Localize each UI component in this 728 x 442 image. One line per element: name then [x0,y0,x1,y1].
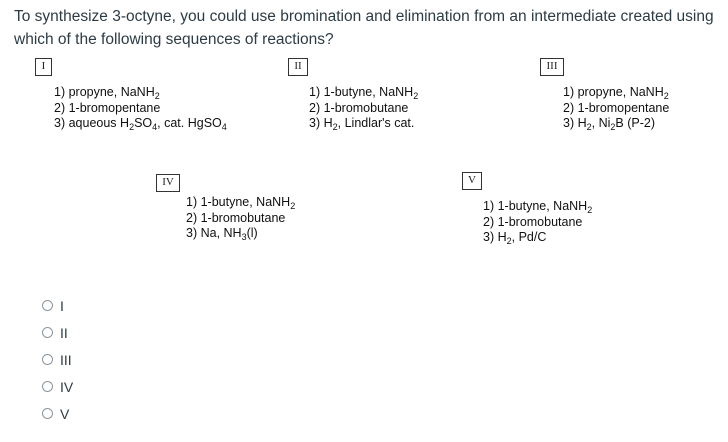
reaction-step: 3) $H_2$, Lindlar's cat. [309,116,415,132]
reaction-step: 1) 1-butyne, NaNH$_2$ [309,85,419,101]
reaction-step: 3) $H_2$, $Ni_2B$ (P-2) [563,116,655,132]
answer-option-iv[interactable] [42,373,73,400]
option-label: V [60,405,70,422]
radio-button[interactable] [42,408,53,419]
radio-button[interactable] [42,354,53,365]
sequence-steps-5 [483,199,592,246]
radio-button[interactable] [42,327,53,338]
reaction-step: 1) propyne, NaNH$_2$ [54,85,160,101]
sequence-steps-1 [54,85,227,132]
answer-options [42,292,73,427]
reaction-step: 2) 1-bromobutane [483,214,583,229]
option-label: I [60,297,64,314]
answer-option-i[interactable] [42,292,73,319]
sequence-steps-2 [309,85,418,132]
answer-option-ii[interactable] [42,319,73,346]
reaction-step: 2) 1-bromobutane [186,210,286,225]
sequence-steps-4 [186,195,295,242]
radio-button[interactable] [42,300,53,311]
radio-button[interactable] [42,381,53,392]
sequence-label-1: I [35,58,52,76]
reaction-step: 2) 1-bromopentane [563,100,670,115]
reaction-step: 1) 1-butyne, NaNH$_2$ [186,195,296,211]
sequence-label-4: IV [156,174,180,192]
option-label: II [60,324,68,341]
sequence-label-5: V [462,172,482,190]
question-text: To synthesize 3-octyne, you could use bromination and elimination from an intermediate created using which of the following sequences of reactions? [14,8,714,48]
option-label: IV [60,378,74,395]
reaction-step: 3) Na, $NH_3(l)$ [186,226,258,242]
reaction-step: 3) $H_2$, Pd/C [483,230,547,246]
sequence-steps-3 [563,85,669,132]
reaction-step: 3) aqueous $H_2SO_4$, cat. HgSO$_4$ [54,116,227,132]
reaction-step: 2) 1-bromobutane [309,100,409,115]
answer-option-v[interactable] [42,400,73,427]
reaction-step: 1) propyne, NaNH$_2$ [563,85,669,101]
reaction-step: 2) 1-bromopentane [54,100,161,115]
sequence-label-3: III [540,58,564,76]
answer-option-iii[interactable] [42,346,73,373]
reaction-step: 1) 1-butyne, NaNH$_2$ [483,199,593,215]
sequence-label-2: II [288,58,308,76]
option-label: III [60,351,72,368]
